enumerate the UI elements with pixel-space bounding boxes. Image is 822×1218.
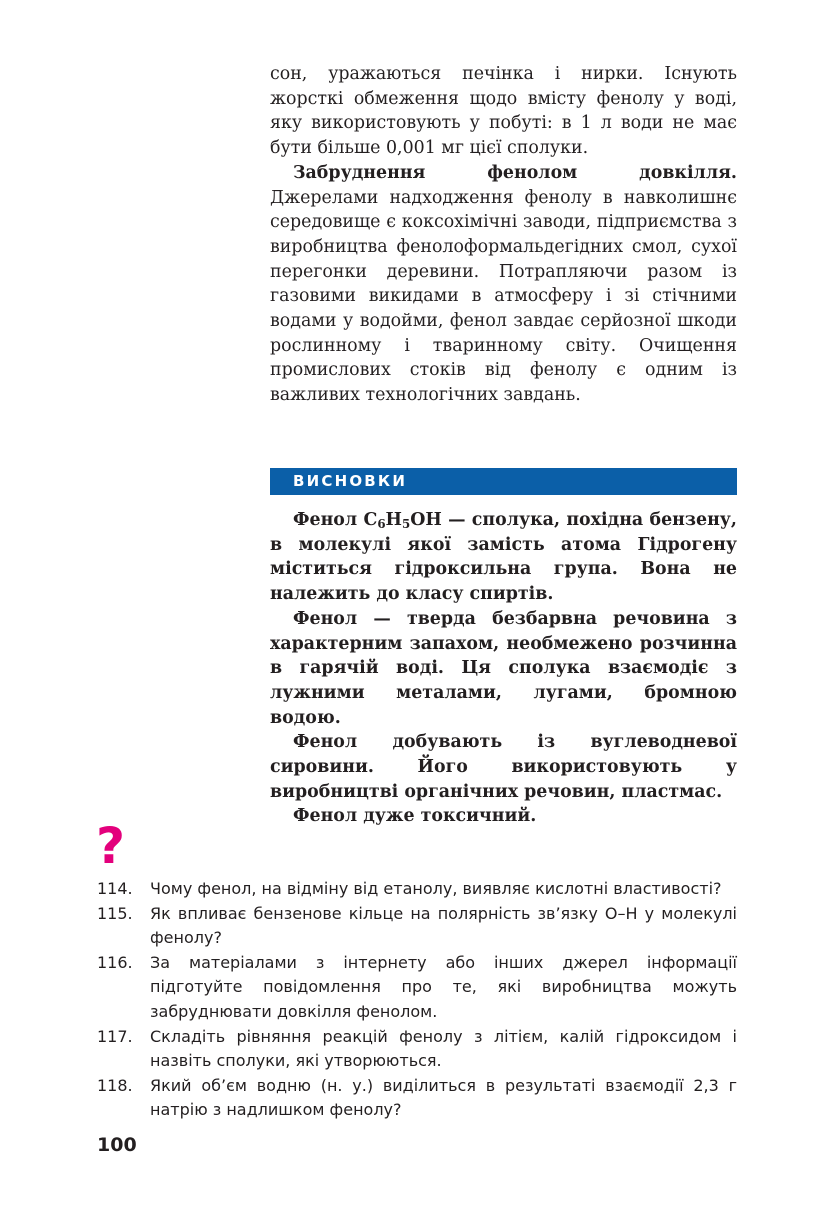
subscript-6: 6 [377,516,386,531]
paragraph-pollution [270,161,737,408]
question-text: Як впливає бензенове кільце на полярність зв’язку О–Н у молекулі фенолу? [150,903,737,948]
question-number: 116. [97,952,133,972]
question-item [97,1074,737,1123]
question-item [97,902,737,951]
conclusion-1 [270,508,737,607]
question-text: Який об’єм водню (н. у.) виділиться в результаті взаємодії 2,3 г натрію з надлишком фенолу? [150,1075,737,1120]
conclusion-3: Фенол добувають із вуглеводневої сировини. Його використовують у виробництві органічних речовин, пластмас. [270,732,737,802]
question-number: 117. [97,1026,133,1046]
question-number: 115. [97,903,133,923]
conclusion-4: Фенол дуже токсичний. [293,806,537,827]
pollution-text: Джерелами надходження фенолу в навколишнє середовище є коксохімічні заводи, підприємства з виробництва фенолоформальдегідних смол, сухої перегонки деревини. Потрапляючи разом із газовими викидами в атмосферу і зі стічними водами у водойми, фенол завдає серйозної шкоди рослинному і тваринному світу. Очищення промислових стоків від фенолу є одним із важливих технологічних завдань. [270,187,737,406]
page-number: 100 [97,1134,137,1156]
conclusion-1-text-b: H [385,510,402,530]
question-text: За матеріалами з інтернету або інших джерел інформації підготуйте повідомлення про те, які виробництва можуть забруднювати довкілля фенолом. [150,952,737,1021]
conclusion-1-text-c: OH — сполука, похідна бензену, в молекулі якої замість атома Гідрогену міститься гідроксильна група. Вона не належить до класу спиртів. [270,510,737,605]
conclusions-section [270,508,737,829]
question-item [97,951,737,1025]
question-mark-icon: ? [96,817,126,875]
question-number: 118. [97,1075,133,1095]
question-text: Чому фенол, на відміну від етанолу, виявляє кислотні властивості? [150,879,722,898]
question-item [97,1025,737,1074]
subscript-5: 5 [401,516,411,531]
question-number: 114. [97,879,133,898]
conclusion-1-text-a: Фенол C [293,510,378,530]
pollution-heading: Забруднення фенолом довкілля. [293,162,737,183]
questions-list [97,877,737,1123]
body-text [270,62,737,408]
question-text: Складіть рівняння реакцій фенолу з літієм, калій гідроксидом і назвіть сполуки, які утворюються. [150,1026,737,1071]
question-item [97,877,737,902]
conclusion-2: Фенол — тверда безбарвна речовина з характерним запахом, необмежено розчинна в гарячій воді. Ця сполука взаємодіє з лужними металами, лугами, бромною водою. [270,608,737,728]
paragraph-toxicity: сон, уражаються печінка і нирки. Існують жорсткі обмеження щодо вмісту фенолу у воді, яку використовують у побуті: в 1 л води не має бути більше 0,001 мг цієї сполуки. [270,64,737,159]
conclusions-heading: ВИСНОВКИ [270,468,737,495]
